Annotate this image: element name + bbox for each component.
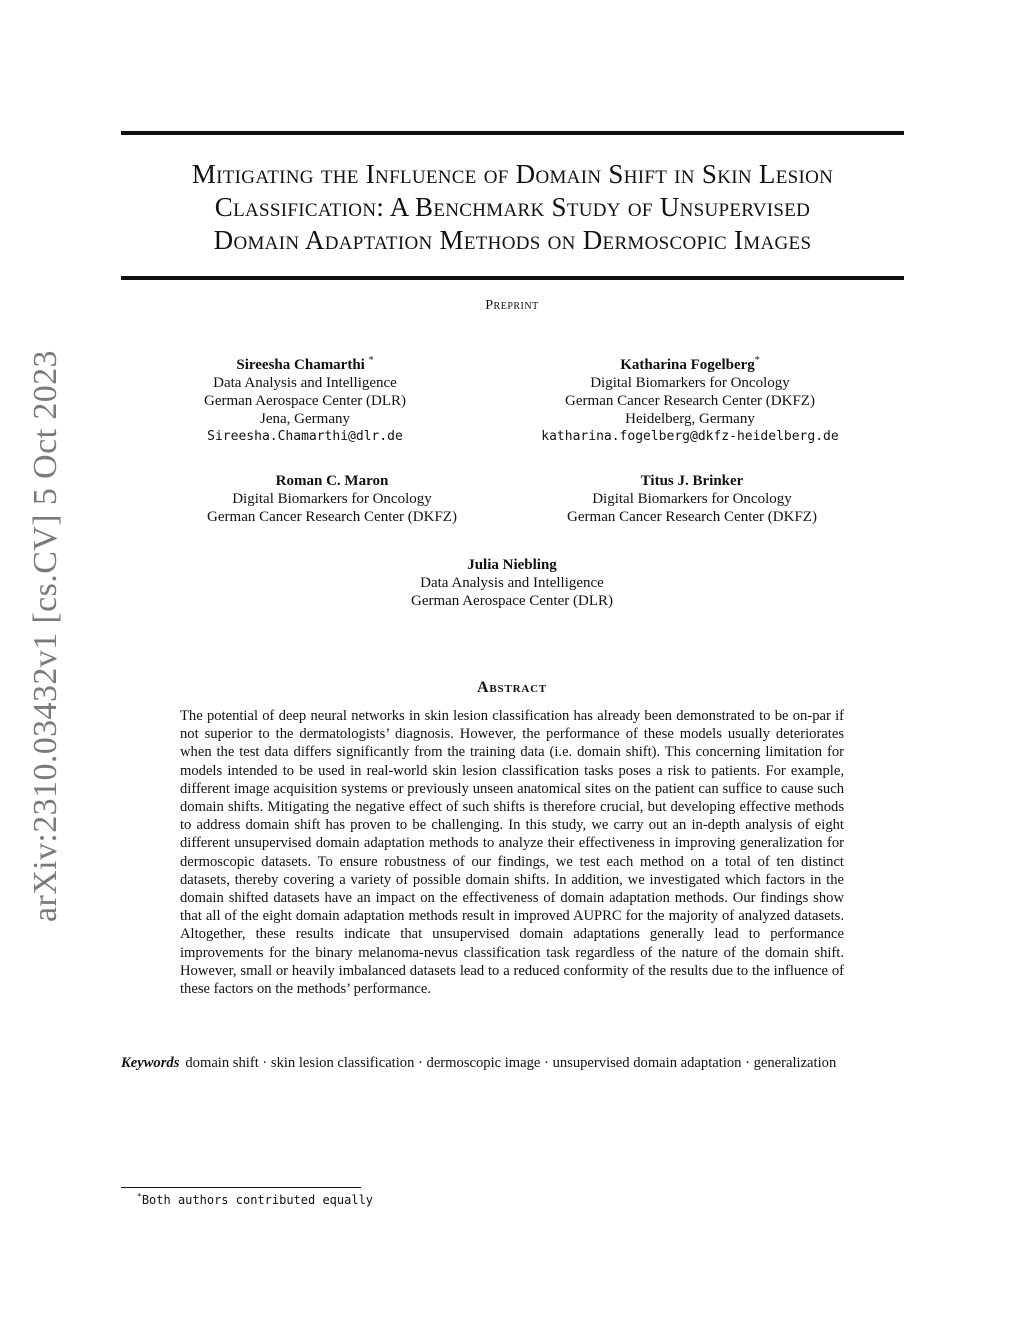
author-affiliation: Data Analysis and Intelligence xyxy=(213,375,397,391)
footnote-mark: * xyxy=(137,1192,142,1201)
abstract-body: The potential of deep neural networks in skin lesion classification has already been demonstrated to be on-par if not superior to the dermatologists’ diagnosis. However, the performance of these models usually deteriorates when the test data differs significantly from the training data (i.e. domain shift). This concerning limitation for models intended to be used in real-world skin lesion classification tasks poses a risk to patients. For example, different image acquisition systems or previously unseen anatomical sites on the patient can suffice to cause such domain shifts. Mitigating the negative effect of such shifts is therefore crucial, but developing effective methods to address domain shift has proven to be challenging. In this study, we carry out an in-depth analysis of eight different unsupervised domain adaptation methods to analyze their effectiveness in improving generalization for dermoscopic datasets. To ensure robustness of our findings, we test each method on a total of ten distinct datasets, thereby covering a variety of possible domain shifts. In addition, we investigated which factors in the domain shifted datasets have an impact on the effectiveness of domain adaptation methods. Our findings show that all of the eight domain adaptation methods result in improved AUPRC for the majority of analyzed datasets. Altogether, these results indicate that unsupervised domain adaptations generally lead to performance improvements for the binary melanoma-nevus classification task regardless of the nature of the domain shift. However, small or heavily imbalanced datasets lead to a reduced conformity of the results due to the influence of these factors on the methods’ performance. xyxy=(180,708,844,998)
arxiv-identifier-stamp: arXiv:2310.03432v1 [cs.CV] 5 Oct 2023 xyxy=(27,350,64,922)
author-block-niebling xyxy=(362,556,662,610)
keywords-section xyxy=(121,1054,904,1072)
author-affiliation: Data Analysis and Intelligence xyxy=(420,575,604,591)
title-line-2: Classification: A Benchmark Study of Unsupervised xyxy=(214,192,811,222)
author-location: Heidelberg, Germany xyxy=(625,411,755,427)
author-name: Sireesha Chamarthi * xyxy=(236,355,374,373)
author-name: Titus J. Brinker xyxy=(640,473,744,489)
author-block-fogelberg xyxy=(490,352,890,446)
author-block-brinker xyxy=(542,472,842,526)
author-name: Roman C. Maron xyxy=(275,473,389,489)
author-affiliation: Digital Biomarkers for Oncology xyxy=(592,491,792,507)
title-line-1: Mitigating the Influence of Domain Shift in Skin Lesion xyxy=(191,159,834,189)
author-name: Katharina Fogelberg* xyxy=(620,355,760,373)
keywords-label: Keywords xyxy=(121,1055,180,1071)
author-block-chamarthi xyxy=(155,352,455,446)
keywords-list: domain shift · skin lesion classification · dermoscopic image · unsupervised domain adaptation · generalization xyxy=(185,1055,837,1071)
author-institution: German Aerospace Center (DLR) xyxy=(410,593,613,609)
author-block-maron xyxy=(182,472,482,526)
author-email: katharina.fogelberg@dkfz-heidelberg.de xyxy=(541,429,839,444)
author-affiliation: Digital Biomarkers for Oncology xyxy=(232,491,432,507)
author-institution: German Cancer Research Center (DKFZ) xyxy=(567,509,817,525)
equal-contribution-mark: * xyxy=(368,355,374,366)
title-line-3: Domain Adaptation Methods on Dermoscopic Images xyxy=(213,225,812,255)
title-top-rule xyxy=(121,131,904,135)
footnote-rule xyxy=(121,1187,361,1188)
author-email: Sireesha.Chamarthi@dlr.de xyxy=(207,429,403,444)
equal-contribution-mark: * xyxy=(754,355,760,366)
author-institution: German Cancer Research Center (DKFZ) xyxy=(565,393,815,409)
abstract-heading: Abstract xyxy=(477,679,547,696)
author-institution: German Aerospace Center (DLR) xyxy=(203,393,406,409)
author-name: Julia Niebling xyxy=(467,557,557,573)
preprint-label: Preprint xyxy=(485,298,539,313)
title-bottom-rule xyxy=(121,276,904,280)
footnote-text: Both authors contributed equally xyxy=(141,1193,374,1207)
author-institution: German Cancer Research Center (DKFZ) xyxy=(207,509,457,525)
author-location: Jena, Germany xyxy=(260,411,350,427)
paper-title xyxy=(121,158,904,257)
author-affiliation: Digital Biomarkers for Oncology xyxy=(590,375,790,391)
footnote xyxy=(137,1192,373,1207)
